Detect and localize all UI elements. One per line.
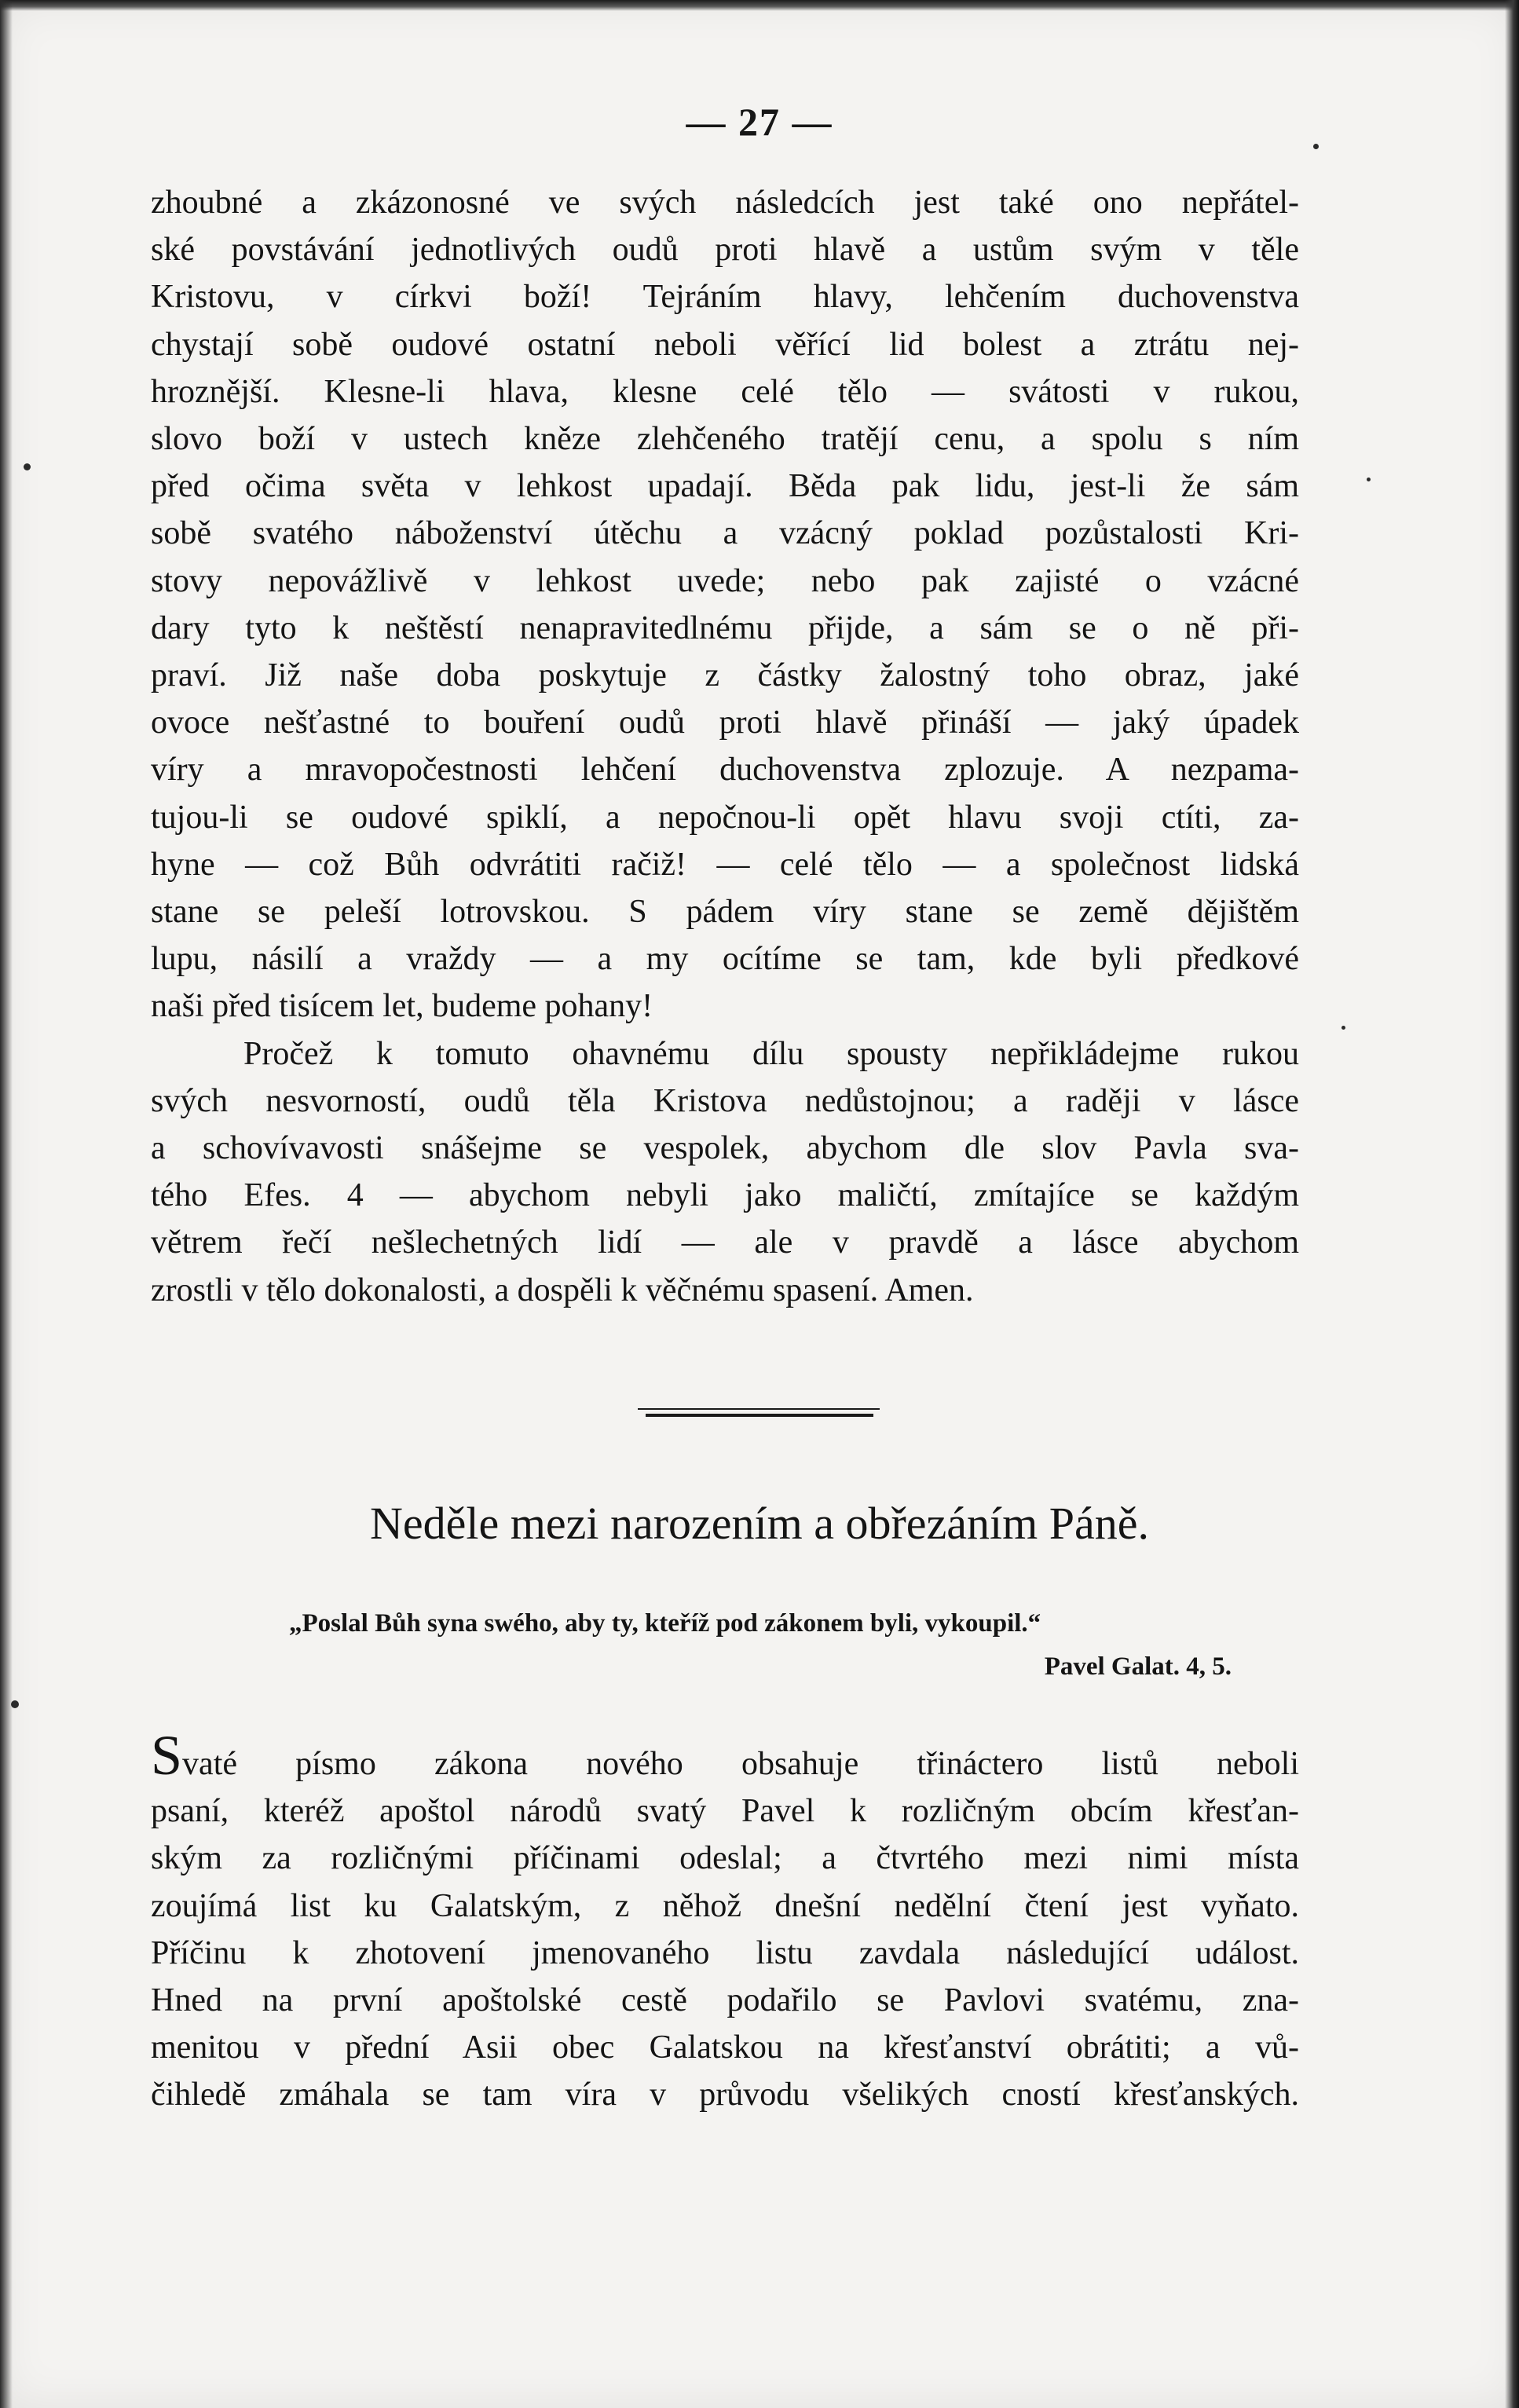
paper-speck (1341, 1026, 1345, 1030)
text-line: lupu, násilí a vraždy — a my ocítíme se tam, kde byli předkové (151, 941, 1299, 978)
text-line: Pročež k tomuto ohavnému dílu spousty nepřikládejme rukou (243, 1035, 1299, 1072)
text-line: hroznější. Klesne-li hlava, klesne celé tělo — svátosti v rukou, (151, 373, 1299, 410)
text-line: dary tyto k neštěstí nenapravitedlnému přijde, a sám se o ně při- (151, 609, 1299, 646)
text-line: naši před tisícem let, budeme pohany! (151, 988, 653, 1025)
text-line: ovoce nešťastné to bouření oudů proti hlavě přináší — jaký úpadek (151, 704, 1299, 741)
text-line: větrem řečí nešlechetných lidí — ale v pravdě a lásce abychom (151, 1224, 1299, 1261)
text-line: svých nesvorností, oudů těla Kristova nedůstojnou; a raději v lásce (151, 1082, 1299, 1119)
paper-speck (1367, 478, 1371, 481)
text-line: slovo boží v ustech kněze zlehčeného tratějí cenu, a spolu s ním (151, 421, 1299, 458)
dropcap: S (151, 1724, 183, 1787)
text-line: Kristovu, v církvi boží! Tejráním hlavy, lehčením duchovenstva (151, 279, 1299, 316)
text-line: psaní, kteréž apoštol národů svatý Pavel k rozličným obcím křesťan- (151, 1793, 1299, 1830)
epigraph-reference: Pavel Galat. 4, 5. (1044, 1652, 1232, 1681)
section-divider-line (638, 1408, 880, 1410)
text-line: ské povstávání jednotlivých oudů proti hlavě a ustům svým v těle (151, 232, 1299, 269)
text-line: praví. Již naše doba poskytuje z částky žalostný toho obraz, jaké (151, 657, 1299, 694)
page-edge-top (0, 0, 1519, 11)
page-edge-left (0, 0, 13, 2408)
first-line (151, 1724, 1299, 1788)
text-line: čihledě zmáhala se tam víra v průvodu všelikých cností křesťanských. (151, 2077, 1299, 2113)
paper-speck (24, 463, 31, 470)
text-line: sobě svatého náboženství útěchu a vzácný poklad pozůstalosti Kri- (151, 515, 1299, 552)
paragraph (151, 1724, 1299, 2119)
paragraph (151, 179, 1299, 1030)
page-number: — 27 — (686, 100, 833, 144)
text-line: ským za rozličnými příčinami odeslal; a čtvrtého mezi nimi místa (151, 1840, 1299, 1877)
text-line: tujou-li se oudové spiklí, a nepočnou-li opět hlavu svoji ctíti, za- (151, 799, 1299, 836)
text-line: před očima světa v lehkost upadají. Běda pak lidu, jest-li že sám (151, 468, 1299, 505)
text-line: stovy nepovážlivě v lehkost uvede; nebo pak zajisté o vzácné (151, 562, 1299, 599)
text-line: víry a mravopočestnosti lehčení duchovenstva zplozuje. A nezpama- (151, 752, 1299, 789)
text-line: zhoubné a zkázonosné ve svých následcích jest také ono nepřátel- (151, 185, 1299, 221)
text-line: chystají sobě oudové ostatní neboli věřící lid bolest a ztrátu nej- (151, 326, 1299, 363)
text-line: Příčinu k zhotovení jmenovaného listu zavdala následující událost. (151, 1934, 1299, 1971)
text-line: hyne — což Bůh odvrátiti račiž! — celé tělo — a společnost lidská (151, 846, 1299, 883)
epigraph-quote: „Poslal Bůh syna swého, aby ty, kteříž pod zákonem byli, vykoupil.“ (289, 1609, 1041, 1638)
text-line: menitou v přední Asii obec Galatskou na křesťanství obrátiti; a vů- (151, 2029, 1299, 2066)
text-line: zrostli v tělo dokonalosti, a dospěli k věčnému spasení. Amen. (151, 1272, 974, 1308)
paragraph (151, 1030, 1299, 1314)
section-title: Neděle mezi narozením a obřezáním Páně. (370, 1498, 1149, 1549)
text-line: zoujímá list ku Galatským, z něhož dnešní nedělní čtení jest vyňato. (151, 1887, 1299, 1924)
text-line: tého Efes. 4 — abychom nebyli jako maličtí, zmítajíce se každým (151, 1177, 1299, 1214)
continued-text (151, 179, 1299, 1314)
section-body (151, 1724, 1299, 2119)
section-divider-line-thick (646, 1414, 873, 1417)
text-line: Hned na první apoštolské cestě podařilo se Pavlovi svatému, zna- (151, 1982, 1299, 2019)
paper-speck (1313, 144, 1319, 149)
page-edge-right (1505, 0, 1519, 2408)
text-line: stane se peleší lotrovskou. S pádem víry stane se země dějištěm (151, 894, 1299, 931)
paper-speck (11, 1700, 19, 1708)
text-line: a schovívavosti snášejme se vespolek, abychom dle slov Pavla sva- (151, 1130, 1299, 1167)
epigraph (289, 1602, 1302, 1689)
text-line: vaté písmo zákona nového obsahuje třináctero listů neboli (182, 1746, 1299, 1782)
